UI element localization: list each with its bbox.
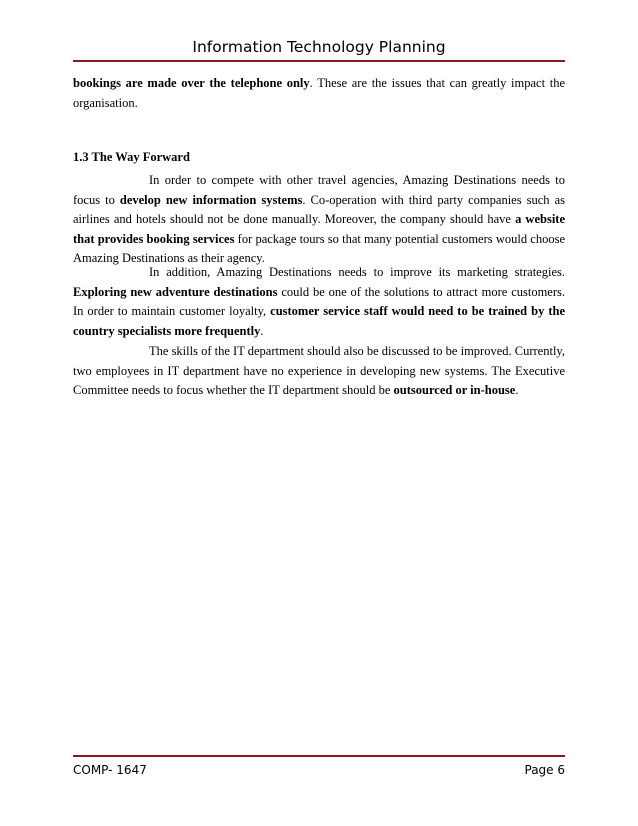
page-number: Page 6: [524, 763, 565, 777]
section-heading: 1.3 The Way Forward: [73, 150, 190, 164]
page-header-title: Information Technology Planning: [192, 38, 446, 56]
paragraph-text: In addition, Amazing Destinations needs to improve its marketing strategies.: [149, 265, 565, 279]
bold-phrase: a website that provides booking services: [73, 212, 565, 246]
paragraph-3: [73, 342, 565, 401]
continued-paragraph: [73, 74, 565, 113]
paragraph-text: The skills of the IT department should also be discussed to be improved. Currently, two employees in IT department have no experience in developing new systems. The Executive Committee needs to focus whether the IT department should be: [73, 344, 565, 397]
paragraph-2: [73, 263, 565, 341]
paragraph-text: .: [260, 323, 264, 338]
paragraph-text: . Co-operation with third party companies such as airlines and hotels should not be done manually. Moreover, the company should have: [73, 192, 565, 226]
bold-phrase: customer service staff would need to be trained by the country specialists more frequently: [73, 304, 565, 338]
paragraph-text: for package tours so that many potential customers would choose Amazing Destinations as their agency.: [73, 231, 565, 265]
paragraph-text: . These are the issues that can greatly impact the organisation.: [73, 76, 565, 110]
bold-phrase: bookings are made over the telephone only: [73, 76, 310, 90]
footer-rule: [73, 755, 565, 757]
header-rule: [73, 60, 565, 62]
course-code: COMP- 1647: [73, 763, 147, 777]
paragraph-text: In order to compete with other travel agencies, Amazing Destinations needs to focus to: [73, 173, 565, 207]
paragraph-1: [73, 171, 565, 269]
bold-phrase: Exploring new adventure destinations: [73, 284, 278, 299]
bold-phrase: outsourced or in-house: [393, 383, 516, 397]
bold-phrase: develop new information systems: [119, 192, 303, 207]
paragraph-text: .: [515, 383, 519, 397]
paragraph-text: could be one of the solutions to attract more customers. In order to maintain customer loyalty,: [73, 284, 565, 318]
